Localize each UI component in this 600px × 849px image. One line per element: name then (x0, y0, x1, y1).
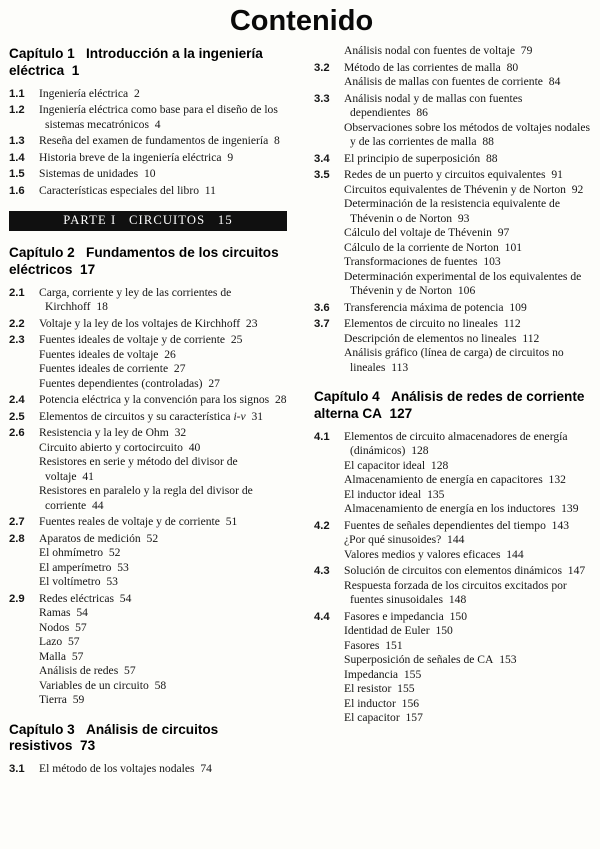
entry-page-number: 9 (221, 150, 234, 164)
entry-page-number: 132 (542, 473, 566, 487)
section-number: 2.3 (9, 334, 25, 347)
entry-title: Método de las corrientes de malla (344, 60, 501, 74)
entry-page-number: 155 (391, 682, 415, 696)
entry-page-number: 18 (90, 300, 108, 314)
entry-title: Circuito abierto y cortocircuito (39, 440, 183, 454)
toc-section-entry (314, 519, 594, 534)
entry-title: El capacitor (344, 711, 400, 725)
entry-page-number: 91 (545, 168, 563, 181)
entry-title: Elementos de circuitos y su característica i-v (39, 409, 246, 423)
section-number: 1.3 (9, 135, 25, 148)
entry-title: El ohmímetro (39, 546, 104, 560)
toc-section-entry (9, 762, 289, 777)
entry-page-number: 150 (443, 609, 467, 623)
entry-page-number: 79 (514, 44, 533, 57)
section-number: 4.4 (314, 610, 330, 623)
entry-title: Determinación experimental de los equivalentes de Thévenin y de Norton (344, 269, 582, 297)
part-banner (9, 211, 287, 231)
chapter-title: Capítulo 1 Introducción a la ingeniería eléctrica (9, 46, 263, 78)
entry-title: Elementos de circuito almacenadores de energía (dinámicos) (344, 429, 568, 458)
entry-title: El inductor ideal (344, 487, 422, 501)
entry-page-number: 41 (76, 469, 94, 483)
entry-page-number: 54 (70, 606, 88, 620)
entry-title: Elementos de circuito no lineales (344, 317, 498, 330)
entry-page-number: 88 (480, 151, 498, 165)
toc-sub-entry (314, 44, 594, 59)
entry-page-number: 2 (128, 86, 140, 100)
toc-section-entry (9, 333, 289, 348)
entry-title: Observaciones sobre los métodos de voltajes nodales y de las corrientes de malla (344, 120, 590, 148)
toc-section-entry (314, 564, 594, 579)
entry-title: Circuitos equivalentes de Thévenin y de Norton (344, 182, 566, 196)
entry-title: Cálculo del voltaje de Thévenin (344, 226, 492, 239)
toc-column-left (9, 44, 289, 777)
toc-section-entry (314, 301, 594, 316)
toc-sub-entry (9, 561, 289, 576)
entry-title: Almacenamiento de energía en los inductores (344, 502, 556, 516)
toc-section-entry (314, 61, 594, 76)
section-number: 3.6 (314, 301, 330, 314)
entry-page-number: 86 (410, 106, 428, 119)
toc-sub-entry (9, 650, 289, 665)
entry-page-number: 4 (149, 117, 161, 131)
entry-page-number: 109 (503, 300, 527, 314)
entry-title: Ramas (39, 606, 71, 620)
entry-title: Variables de un circuito (39, 678, 149, 692)
entry-title: Malla (39, 649, 67, 663)
entry-title: Ingeniería eléctrica (39, 86, 129, 100)
section-number: 1.4 (9, 151, 25, 164)
toc-sub-entry (314, 183, 594, 198)
entry-page-number: 112 (516, 331, 540, 345)
chapter-heading (314, 389, 594, 423)
entry-title: Lazo (39, 635, 63, 649)
part-title: PARTE I CIRCUITOS (63, 213, 206, 228)
toc-sub-entry (314, 332, 594, 347)
entry-page-number: 53 (111, 560, 129, 574)
entry-page-number: 80 (500, 60, 519, 74)
entry-page-number: 40 (182, 440, 201, 454)
section-number: 1.2 (9, 104, 25, 117)
toc-sub-entry (9, 693, 289, 708)
toc-sub-entry (314, 579, 594, 608)
entry-page-number: 27 (202, 376, 220, 390)
entry-title: El voltímetro (39, 575, 101, 589)
chapter-heading (9, 46, 289, 80)
entry-page-number: 11 (199, 183, 216, 197)
entry-page-number: 52 (140, 531, 159, 545)
entry-page-number: 128 (425, 458, 449, 472)
entry-title: Cálculo de la corriente de Norton (344, 240, 499, 254)
chapter-heading (9, 722, 289, 756)
entry-page-number: 153 (493, 653, 517, 667)
entry-title: El método de los voltajes nodales (39, 762, 195, 776)
entry-title: Solución de circuitos con elementos dinámicos (344, 564, 562, 578)
entry-title: Identidad de Euler (344, 624, 430, 638)
chapter-page-number: 1 (64, 62, 80, 78)
toc-section-entry (9, 410, 289, 425)
chapter-page-number: 127 (382, 405, 413, 421)
toc-section-entry (9, 167, 289, 182)
entry-page-number: 57 (69, 620, 87, 634)
entry-page-number: 144 (500, 547, 524, 561)
entry-page-number: 27 (168, 362, 186, 376)
toc-section-entry (314, 610, 594, 625)
entry-title: Fuentes ideales de voltaje y de corriente (39, 333, 226, 347)
entry-title: Almacenamiento de energía en capacitores (344, 473, 543, 487)
entry-title: Impedancia (344, 667, 399, 681)
toc-section-entry (9, 592, 289, 607)
entry-title: Fuentes reales de voltaje y de corriente (39, 515, 220, 529)
entry-page-number: 88 (476, 135, 494, 148)
toc-section-entry (9, 426, 289, 441)
entry-title: Ingeniería eléctrica como base para el diseño de los sistemas mecatrónicos (39, 103, 278, 131)
entry-page-number: 44 (86, 498, 104, 512)
entry-title: Transformaciones de fuentes (344, 255, 478, 268)
section-number: 3.1 (9, 763, 25, 776)
entry-page-number: 156 (395, 696, 420, 710)
entry-title: Fuentes dependientes (controladas) (39, 376, 203, 390)
chapter-heading (9, 245, 289, 279)
entry-page-number: 103 (477, 255, 501, 268)
entry-title: Características especiales del libro (39, 183, 199, 197)
entry-page-number: 8 (268, 134, 280, 148)
toc-sub-entry (9, 377, 289, 392)
chapter-page-number: 17 (72, 261, 96, 277)
entry-page-number: 155 (398, 667, 422, 681)
chapter-title: Capítulo 2 Fundamentos de los circuitos eléctricos (9, 245, 279, 277)
toc-sub-entry (314, 533, 594, 548)
entry-page-number: 25 (225, 333, 243, 347)
entry-page-number: 128 (405, 444, 429, 458)
entry-title: Voltaje y la ley de los voltajes de Kirchhoff (39, 316, 241, 330)
section-number: 3.5 (314, 169, 330, 181)
entry-title: Fuentes de señales dependientes del tiempo (344, 518, 546, 532)
toc-sub-entry (314, 682, 594, 697)
entry-title: El amperímetro (39, 560, 112, 574)
toc-sub-entry (314, 197, 594, 226)
section-number: 2.9 (9, 592, 25, 605)
toc-columns (9, 44, 594, 777)
entry-title: El principio de superposición (344, 151, 481, 165)
toc-sub-entry (9, 621, 289, 636)
toc-sub-entry (314, 473, 594, 488)
section-number: 3.7 (314, 318, 330, 330)
section-number: 2.4 (9, 394, 25, 407)
toc-section-entry (314, 430, 594, 459)
entry-page-number: 143 (545, 518, 570, 532)
entry-page-number: 92 (565, 182, 584, 196)
entry-page-number: 147 (561, 564, 586, 578)
section-number: 4.3 (314, 565, 330, 578)
toc-sub-entry (314, 653, 594, 668)
section-number: 2.8 (9, 532, 25, 545)
entry-page-number: 52 (103, 546, 121, 560)
entry-title: Redes de un puerto y circuitos equivalentes (344, 168, 546, 181)
entry-title: ¿Por qué sinusoides? (344, 533, 442, 547)
entry-page-number: 151 (379, 638, 403, 652)
entry-title: Valores medios y valores eficaces (344, 547, 501, 561)
toc-sub-entry (314, 548, 594, 563)
entry-title: Determinación de la resistencia equivalente de Thévenin o de Norton (344, 197, 560, 225)
toc-sub-entry (314, 270, 594, 299)
toc-section-entry (9, 87, 289, 102)
section-number: 3.4 (314, 152, 330, 165)
toc-sub-entry (314, 241, 594, 256)
toc-section-entry (9, 134, 289, 149)
entry-page-number: 10 (138, 167, 156, 181)
toc-sub-entry (314, 624, 594, 639)
entry-title: Redes eléctricas (39, 591, 114, 605)
entry-page-number: 135 (421, 487, 445, 501)
entry-title: Resistores en paralelo y la regla del divisor de corriente (39, 484, 253, 512)
section-number: 3.2 (314, 61, 330, 74)
section-number: 2.5 (9, 410, 25, 423)
entry-title: Resistencia y la ley de Ohm (39, 426, 169, 440)
entry-title: Transferencia máxima de potencia (344, 300, 504, 314)
entry-page-number: 97 (491, 226, 510, 239)
section-number: 1.1 (9, 87, 25, 100)
entry-page-number: 144 (441, 533, 465, 547)
toc-section-entry (9, 286, 289, 315)
entry-title: Fuentes ideales de corriente (39, 362, 169, 376)
entry-title: Fuentes ideales de voltaje (39, 347, 159, 361)
toc-sub-entry (314, 639, 594, 654)
toc-section-entry (314, 317, 594, 332)
entry-page-number: 57 (62, 635, 80, 649)
entry-page-number: 31 (245, 409, 264, 423)
toc-sub-entry (314, 697, 594, 712)
entry-page-number: 93 (452, 211, 470, 225)
entry-page-number: 58 (148, 678, 167, 692)
toc-section-entry (314, 92, 594, 121)
entry-page-number: 26 (158, 347, 176, 361)
section-number: 2.1 (9, 286, 25, 299)
part-page-number: 15 (205, 213, 233, 228)
toc-sub-entry (9, 455, 289, 484)
entry-title: Análisis gráfico (línea de carga) de circuitos no lineales (344, 346, 564, 374)
toc-section-entry (9, 184, 289, 199)
entry-title: Carga, corriente y ley de las corrientes de Kirchhoff (39, 285, 232, 314)
entry-title: Aparatos de medición (39, 531, 141, 545)
toc-sub-entry (314, 75, 594, 90)
toc-sub-entry (314, 226, 594, 241)
entry-title: Resistores en serie y método del divisor de voltaje (39, 455, 238, 483)
entry-page-number: 157 (399, 711, 423, 725)
entry-title: El resistor (344, 682, 392, 696)
entry-page-number: 74 (194, 762, 212, 776)
entry-title: Respuesta forzada de los circuitos excitados por fuentes sinusoidales (344, 578, 567, 607)
toc-sub-entry (314, 459, 594, 474)
entry-title: Análisis nodal con fuentes de voltaje (344, 44, 515, 57)
entry-title: Análisis de redes (39, 664, 119, 678)
section-number: 4.2 (314, 519, 330, 532)
entry-page-number: 101 (498, 240, 523, 254)
toc-sub-entry (9, 348, 289, 363)
section-number: 2.7 (9, 516, 25, 529)
entry-page-number: 113 (385, 360, 409, 374)
section-number: 1.5 (9, 168, 25, 181)
entry-title: El inductor (344, 696, 396, 710)
page-title: Contenido (229, 5, 374, 37)
entry-page-number: 54 (114, 591, 132, 605)
entry-page-number: 112 (497, 317, 521, 330)
toc-sub-entry (9, 679, 289, 694)
entry-title: Tierra (39, 693, 67, 707)
toc-section-entry (9, 103, 289, 132)
toc-section-entry (9, 515, 289, 530)
toc-sub-entry (314, 711, 594, 726)
entry-page-number: 57 (66, 649, 84, 663)
entry-page-number: 106 (452, 284, 476, 297)
entry-page-number: 148 (443, 593, 467, 607)
entry-page-number: 53 (100, 575, 118, 589)
toc-section-entry (9, 393, 289, 408)
entry-title: Superposición de señales de CA (344, 653, 494, 667)
entry-title: Potencia eléctrica y la convención para los signos (39, 393, 270, 407)
entry-page-number: 59 (66, 693, 85, 707)
toc-sub-entry (314, 502, 594, 517)
toc-sub-entry (314, 121, 594, 150)
entry-page-number: 51 (219, 515, 238, 529)
section-number: 2.6 (9, 427, 25, 440)
section-number: 2.2 (9, 317, 25, 330)
toc-sub-entry (9, 664, 289, 679)
entry-title: Análisis de mallas con fuentes de corriente (344, 75, 543, 88)
entry-title: Nodos (39, 620, 70, 634)
toc-sub-entry (314, 255, 594, 270)
section-number: 3.3 (314, 92, 330, 105)
toc-sub-entry (9, 484, 289, 513)
entry-page-number: 84 (542, 75, 561, 88)
entry-title: Historia breve de la ingeniería eléctrica (39, 150, 222, 164)
toc-section-entry (9, 151, 289, 166)
entry-title: Fasores e impedancia (344, 609, 444, 623)
toc-section-entry (314, 168, 594, 183)
entry-title: Fasores (344, 638, 380, 652)
entry-title: Descripción de elementos no lineales (344, 331, 517, 345)
toc-sub-entry (9, 546, 289, 561)
toc-section-entry (9, 532, 289, 547)
entry-title: Reseña del examen de fundamentos de ingeniería (39, 134, 269, 148)
chapter-title: Capítulo 4 Análisis de redes de corriente alterna CA (314, 389, 585, 421)
section-number: 1.6 (9, 184, 25, 197)
toc-section-entry (314, 152, 594, 167)
chapter-title: Capítulo 3 Análisis de circuitos resistivos (9, 721, 219, 754)
toc-sub-entry (9, 362, 289, 377)
toc-column-right (314, 44, 594, 777)
toc-sub-entry (9, 575, 289, 590)
toc-section-entry (9, 317, 289, 332)
toc-sub-entry (9, 635, 289, 650)
toc-sub-entry (9, 441, 289, 456)
entry-page-number: 150 (429, 624, 453, 638)
entry-page-number: 32 (168, 426, 187, 440)
section-number: 4.1 (314, 430, 330, 443)
toc-sub-entry (9, 606, 289, 621)
toc-sub-entry (314, 668, 594, 683)
entry-page-number: 28 (269, 393, 287, 407)
entry-page-number: 57 (118, 664, 136, 678)
chapter-page-number: 73 (72, 738, 96, 754)
toc-sub-entry (314, 488, 594, 503)
toc-sub-entry (314, 346, 594, 375)
entry-title: Análisis nodal y de mallas con fuentes dependientes (344, 91, 523, 119)
entry-page-number: 139 (555, 502, 579, 516)
entry-page-number: 23 (240, 316, 258, 330)
entry-title: El capacitor ideal (344, 458, 426, 472)
entry-title: Sistemas de unidades (39, 167, 139, 181)
